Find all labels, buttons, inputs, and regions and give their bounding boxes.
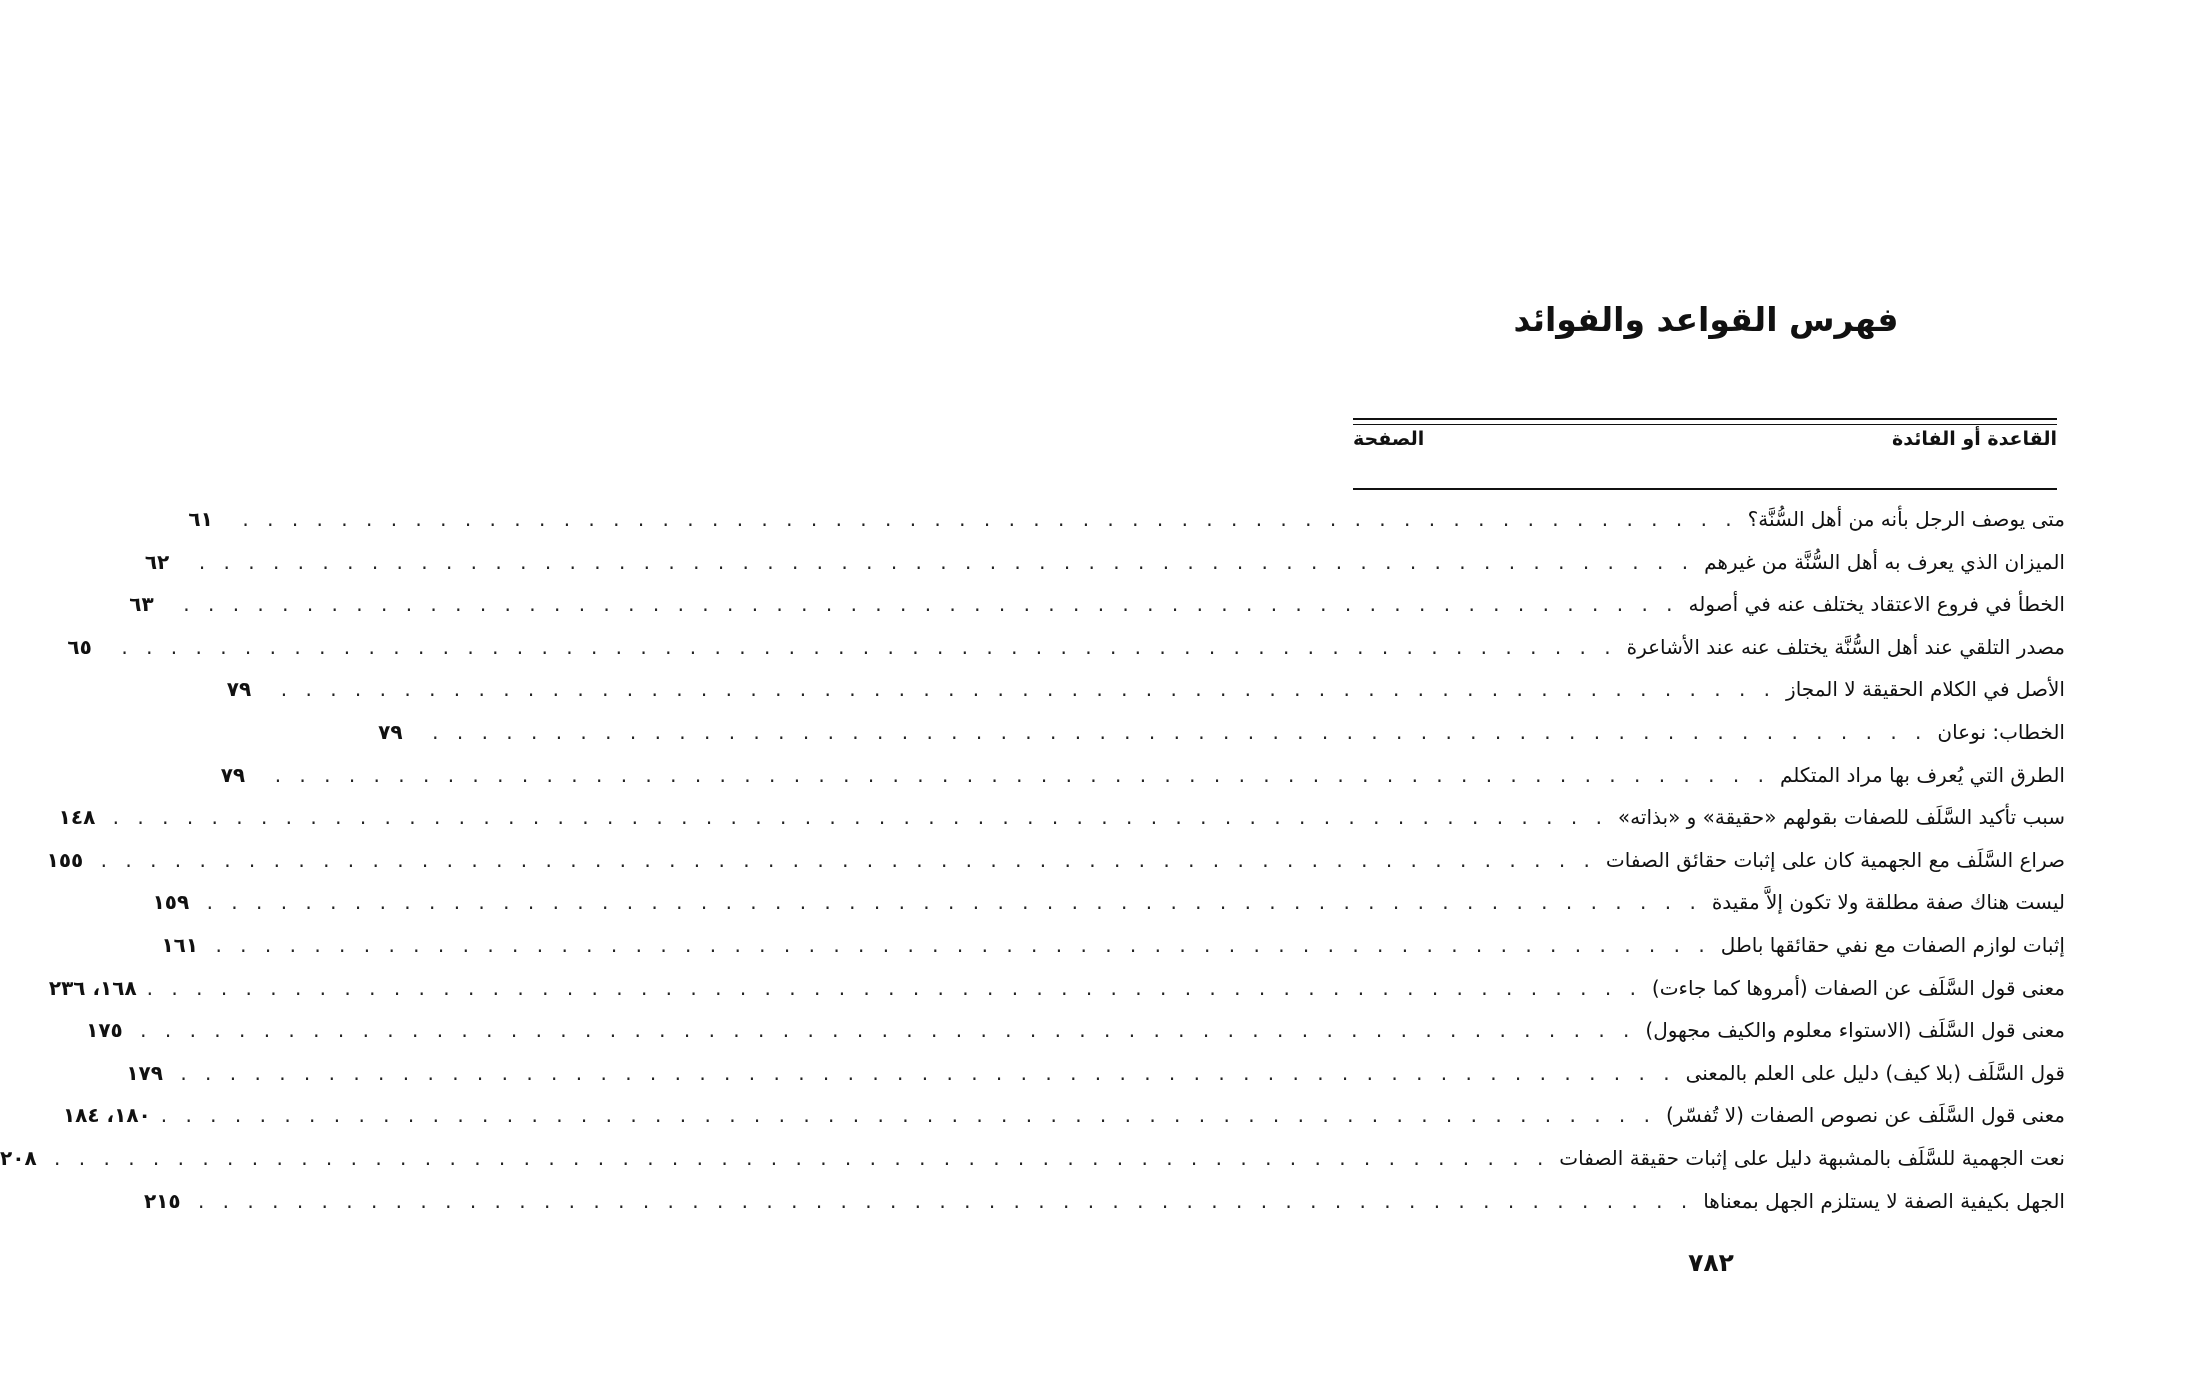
- leader-dots: . . . . . . . . . . . . . . . . . . . . . . . . . . . . . . . . . . . . . . . . . . . . . . . . . . . . . . . . . . . . .: [215, 932, 1711, 957]
- entry-page: ٦٣: [129, 592, 154, 617]
- leader-dots: . . . . . . . . . . . . . . . . . . . . . . . . . . . . . . . . . . . . . . . . . . . . . . . . . . . . . . . . . . . . .: [206, 890, 1702, 915]
- leader-dots: . . . . . . . . . . . . . . . . . . . . . . . . . . . . . . . . . . . . . . . . . . . . . . . . . . . . . . . . . . . . .: [112, 805, 1608, 830]
- page-title: فهرس القواعد والفوائد: [1513, 300, 1899, 339]
- entry-text: متى يوصف الرجل بأنه من أهل السُّنَّة؟: [1747, 507, 2065, 531]
- index-entry: [62, 1094, 2065, 1137]
- entry-page: ١٤٨: [58, 805, 96, 830]
- leader-dots: . . . . . . . . . . . . . . . . . . . . . . . . . . . . . . . . . . . . . . . . . . . . . . . . . . . . . . . . . . . . .: [180, 1060, 1676, 1085]
- index-entry: [144, 541, 2065, 584]
- index-entry: [226, 668, 2065, 711]
- entry-text: مصدر التلقي عند أهل السُّنَّة يختلف عنه عند الأشاعرة: [1626, 634, 2065, 659]
- entry-text: الخطاب: نوعان: [1937, 719, 2065, 744]
- entry-text: الأصل في الكلام الحقيقة لا المجاز: [1786, 677, 2065, 702]
- entry-text: معنى قول السَّلَف عن الصفات (أمروها كما جاءت): [1651, 975, 2065, 1000]
- leader-dots: . . . . . . . . . . . . . . . . . . . . . . . . . . . . . . . . . . . . . . . . . . . . . . . . . . . . . . . . . . . . .: [121, 634, 1617, 659]
- entry-text: الخطأ في فروع الاعتقاد يختلف عنه في أصوله: [1688, 592, 2065, 617]
- column-header-page: الصفحة: [1353, 428, 1425, 450]
- page-number: ٧٨٢: [1688, 1248, 1734, 1277]
- entry-page: ٦٢: [144, 549, 170, 574]
- entry-text: الميزان الذي يعرف به أهل السُّنَّة من غيرهم: [1704, 549, 2065, 574]
- entry-page: ٦١: [188, 507, 213, 531]
- entry-text: ليست هناك صفة مطلقة ولا تكون إلاَّ مقيدة: [1711, 890, 2065, 915]
- entry-page: ٦٥: [67, 634, 92, 659]
- entry-page: ١٦١: [161, 932, 199, 957]
- entry-page: ٧٩: [226, 677, 252, 702]
- index-entry: [86, 1009, 2065, 1052]
- entry-text: نعت الجهمية للسَّلَف بالمشبهة دليل على إثبات حقيقة الصفات: [1559, 1145, 2065, 1170]
- index-entry: [152, 881, 2065, 924]
- entry-text: معنى قول السَّلَف (الاستواء معلوم والكيف مجهول): [1645, 1018, 2065, 1043]
- entry-text: الجهل بكيفية الصفة لا يستلزم الجهل بمعناها: [1703, 1188, 2065, 1213]
- index-entry: [58, 796, 2065, 839]
- entry-page: ٢١٥: [143, 1188, 181, 1213]
- index-entry: [143, 1180, 2065, 1223]
- index-entry: [378, 711, 2065, 754]
- entry-page: ١٥٩: [152, 890, 190, 915]
- index-entry: [188, 498, 2065, 541]
- leader-dots: . . . . . . . . . . . . . . . . . . . . . . . . . . . . . . . . . . . . . . . . . . . . . . . . . . . . . . . . . . . . .: [140, 1018, 1636, 1043]
- entry-text: صراع السَّلَف مع الجهمية كان على إثبات حقائق الصفات: [1605, 847, 2065, 872]
- entry-text: سبب تأكيد السَّلَف للصفات بقولهم «حقيقة» و «بذاته»: [1617, 805, 2065, 830]
- entry-text: قول السَّلَف (بلا كيف) دليل على العلم بالمعنى: [1685, 1060, 2065, 1085]
- entry-text: الطرق التي يُعرف بها مراد المتكلم: [1779, 762, 2065, 787]
- entry-page: ١٧٥: [86, 1018, 123, 1043]
- index-entry: [46, 839, 2065, 882]
- leader-dots: . . . . . . . . . . . . . . . . . . . . . . . . . . . . . . . . . . . . . . . . . . . . . . . . . . . . . . . . . . . . .: [274, 762, 1770, 787]
- entry-text: إثبات لوازم الصفات مع نفي حقائقها باطل: [1720, 932, 2065, 957]
- index-entry: [48, 967, 2065, 1010]
- index-entry: [0, 1137, 2065, 1180]
- leader-dots: . . . . . . . . . . . . . . . . . . . . . . . . . . . . . . . . . . . . . . . . . . . . . . . . . . . . . . . . . . . . .: [242, 507, 1738, 531]
- entry-page: ١٧٩: [126, 1060, 163, 1085]
- index-entry: [129, 583, 2065, 626]
- index-list: [0, 498, 2065, 1222]
- entry-page: ١٨٠، ١٨٤: [62, 1103, 151, 1128]
- leader-dots: . . . . . . . . . . . . . . . . . . . . . . . . . . . . . . . . . . . . . . . . . . . . . . . . . . . . . . . . . . . . .: [197, 1188, 1694, 1213]
- leader-dots: . . . . . . . . . . . . . . . . . . . . . . . . . . . . . . . . . . . . . . . . . . . . . . . . . . . . . . . . . . . . .: [160, 1103, 1656, 1128]
- leader-dots: . . . . . . . . . . . . . . . . . . . . . . . . . . . . . . . . . . . . . . . . . . . . . . . . . . . . . . . . . . . . .: [198, 549, 1695, 574]
- entry-page: ٧٩: [220, 762, 246, 787]
- entry-text: معنى قول السَّلَف عن نصوص الصفات (لا تُفسّر): [1666, 1103, 2065, 1128]
- entry-page: ١٥٥: [46, 847, 84, 872]
- index-entry: [161, 924, 2065, 967]
- index-entry: [67, 626, 2065, 669]
- table-header: [1353, 418, 2057, 490]
- entry-page: ٧٩: [378, 719, 403, 744]
- leader-dots: . . . . . . . . . . . . . . . . . . . . . . . . . . . . . . . . . . . . . . . . . . . . . . . . . . . . . . . . . . . . .: [183, 592, 1679, 617]
- index-entry: [126, 1052, 2065, 1095]
- leader-dots: . . . . . . . . . . . . . . . . . . . . . . . . . . . . . . . . . . . . . . . . . . . . . . . . . . . . . . . . . . . . .: [146, 975, 1642, 1000]
- entry-page: ١٦٨، ٢٣٦: [48, 975, 137, 1000]
- leader-dots: . . . . . . . . . . . . . . . . . . . . . . . . . . . . . . . . . . . . . . . . . . . . . . . . . . . . . . . . . . . . .: [54, 1145, 1550, 1170]
- column-header-rule: القاعدة أو الفائدة: [1892, 428, 2057, 450]
- entry-page: ٢٠٨: [0, 1145, 37, 1170]
- leader-dots: . . . . . . . . . . . . . . . . . . . . . . . . . . . . . . . . . . . . . . . . . . . . . . . . . . . . . . . . . . . . .: [432, 719, 1928, 744]
- index-entry: [220, 754, 2065, 797]
- leader-dots: . . . . . . . . . . . . . . . . . . . . . . . . . . . . . . . . . . . . . . . . . . . . . . . . . . . . . . . . . . . . .: [280, 677, 1777, 702]
- leader-dots: . . . . . . . . . . . . . . . . . . . . . . . . . . . . . . . . . . . . . . . . . . . . . . . . . . . . . . . . . . . . .: [100, 847, 1596, 872]
